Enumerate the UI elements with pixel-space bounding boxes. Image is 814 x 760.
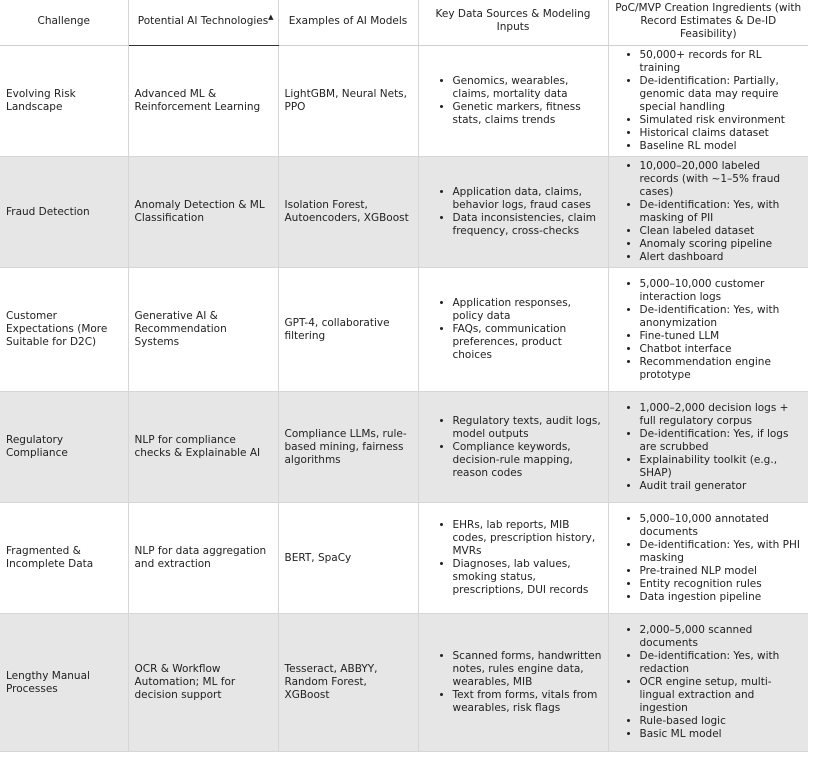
table-row bbox=[0, 503, 808, 614]
challenge-cell bbox=[0, 268, 128, 392]
sources-cell bbox=[418, 392, 608, 503]
models-cell-text: Compliance LLMs, rule-based mining, fairness algorithms bbox=[284, 427, 407, 466]
technologies-cell bbox=[128, 614, 278, 752]
models-cell-text: Isolation Forest, Autoencoders, XGBoost bbox=[284, 199, 409, 224]
list-item: • De-identification: Yes, with masking of PII bbox=[640, 199, 803, 225]
header-ingredients[interactable]: PoC/MVP Creation Ingredients (with Record Estimates & De-ID Feasibility) bbox=[608, 0, 808, 46]
ingredients-cell bbox=[608, 157, 808, 268]
models-cell bbox=[278, 46, 418, 157]
technologies-cell bbox=[128, 46, 278, 157]
list-item: • Rule-based logic bbox=[640, 715, 803, 728]
ingredients-cell-list bbox=[617, 278, 803, 382]
technologies-cell-text: NLP for compliance checks & Explainable AI bbox=[134, 434, 261, 459]
technologies-cell bbox=[128, 392, 278, 503]
ingredients-cell-list bbox=[617, 513, 803, 604]
list-item: • De-identification: Yes, with anonymization bbox=[640, 304, 803, 330]
table-body bbox=[0, 46, 808, 752]
header-models[interactable]: Examples of AI Models bbox=[278, 0, 418, 46]
sources-cell-list bbox=[425, 186, 604, 238]
models-cell-text: BERT, SpaCy bbox=[284, 551, 352, 564]
challenge-cell-text: Customer Expectations (More Suitable for D2C) bbox=[6, 310, 108, 348]
table-row bbox=[0, 392, 808, 503]
list-item: • Compliance keywords, decision-rule mapping, reason codes bbox=[453, 441, 604, 480]
list-item: • Data ingestion pipeline bbox=[640, 591, 803, 604]
technologies-cell bbox=[128, 268, 278, 392]
list-item: • Anomaly scoring pipeline bbox=[640, 238, 803, 251]
list-item: • De-identification: Partially, genomic data may require special handling bbox=[640, 75, 803, 114]
ingredients-cell-list bbox=[617, 402, 803, 493]
models-cell bbox=[278, 157, 418, 268]
list-item: • Fine-tuned LLM bbox=[640, 330, 803, 343]
challenge-cell-text: Fragmented & Incomplete Data bbox=[6, 545, 94, 570]
models-cell-text: GPT-4, collaborative filtering bbox=[284, 316, 390, 342]
list-item: • Clean labeled dataset bbox=[640, 225, 803, 238]
list-item: • Genomics, wearables, claims, mortality data bbox=[453, 75, 604, 101]
technologies-cell bbox=[128, 157, 278, 268]
list-item: • 2,000–5,000 scanned documents bbox=[640, 624, 803, 650]
list-item: • Pre-trained NLP model bbox=[640, 565, 803, 578]
models-cell bbox=[278, 614, 418, 752]
header-challenge[interactable]: Challenge bbox=[0, 0, 128, 46]
models-cell-text: LightGBM, Neural Nets, PPO bbox=[284, 88, 407, 113]
challenge-cell-text: Regulatory Compliance bbox=[6, 434, 68, 459]
sources-cell-list bbox=[425, 415, 604, 480]
sources-cell-list bbox=[425, 650, 604, 715]
ingredients-cell bbox=[608, 268, 808, 392]
list-item: • Recommendation engine prototype bbox=[640, 356, 803, 382]
list-item: • 50,000+ records for RL training bbox=[640, 49, 803, 75]
list-item: • De-identification: Yes, with redaction bbox=[640, 650, 803, 676]
list-item: • Entity recognition rules bbox=[640, 578, 803, 591]
list-item: • Genetic markers, fitness stats, claims trends bbox=[453, 101, 604, 127]
list-item: • Regulatory texts, audit logs, model outputs bbox=[453, 415, 604, 441]
technologies-cell-text: Generative AI & Recommendation Systems bbox=[134, 310, 227, 348]
challenge-cell-text: Lengthy Manual Processes bbox=[6, 669, 90, 695]
list-item: • Data inconsistencies, claim frequency, cross-checks bbox=[453, 212, 604, 238]
models-cell-text: Tesseract, ABBYY, Random Forest, XGBoost bbox=[284, 663, 378, 701]
technologies-cell bbox=[128, 503, 278, 614]
models-cell bbox=[278, 268, 418, 392]
list-item: • 5,000–10,000 customer interaction logs bbox=[640, 278, 803, 304]
list-item: • Simulated risk environment bbox=[640, 114, 803, 127]
table-row bbox=[0, 268, 808, 392]
sources-cell-list bbox=[425, 519, 604, 597]
list-item: • Scanned forms, handwritten notes, rules engine data, wearables, MIB bbox=[453, 650, 604, 689]
challenge-cell bbox=[0, 46, 128, 157]
sources-cell-list bbox=[425, 75, 604, 127]
models-cell bbox=[278, 503, 418, 614]
ingredients-cell bbox=[608, 46, 808, 157]
ingredients-cell-list bbox=[617, 49, 803, 153]
table-header bbox=[0, 0, 808, 46]
sources-cell bbox=[418, 268, 608, 392]
list-item: • EHRs, lab reports, MIB codes, prescription history, MVRs bbox=[453, 519, 604, 558]
challenge-cell bbox=[0, 503, 128, 614]
sources-cell bbox=[418, 503, 608, 614]
challenge-cell-text: Fraud Detection bbox=[6, 205, 90, 218]
ingredients-cell-list bbox=[617, 624, 803, 741]
list-item: • De-identification: Yes, if logs are scrubbed bbox=[640, 428, 803, 454]
table-row bbox=[0, 46, 808, 157]
table-row bbox=[0, 157, 808, 268]
header-row bbox=[0, 0, 808, 46]
list-item: • Baseline RL model bbox=[640, 140, 803, 153]
header-data-sources[interactable]: Key Data Sources & Modeling Inputs bbox=[418, 0, 608, 46]
table-row bbox=[0, 614, 808, 752]
list-item: • OCR engine setup, multi-lingual extraction and ingestion bbox=[640, 676, 803, 715]
challenge-cell bbox=[0, 392, 128, 503]
list-item: • 1,000–2,000 decision logs + full regulatory corpus bbox=[640, 402, 803, 428]
list-item: • FAQs, communication preferences, product choices bbox=[453, 323, 604, 362]
challenge-cell bbox=[0, 614, 128, 752]
list-item: • 10,000–20,000 labeled records (with ~1–5% fraud cases) bbox=[640, 160, 803, 199]
ingredients-cell-list bbox=[617, 160, 803, 264]
sources-cell bbox=[418, 157, 608, 268]
list-item: • Basic ML model bbox=[640, 728, 803, 741]
list-item: • Diagnoses, lab values, smoking status, prescriptions, DUI records bbox=[453, 558, 604, 597]
technologies-cell-text: Anomaly Detection & ML Classification bbox=[134, 199, 265, 224]
list-item: • Text from forms, vitals from wearables, risk flags bbox=[453, 689, 604, 715]
challenge-cell-text: Evolving Risk Landscape bbox=[6, 88, 76, 113]
models-cell bbox=[278, 392, 418, 503]
list-item: • Chatbot interface bbox=[640, 343, 803, 356]
list-item: • De-identification: Yes, with PHI masking bbox=[640, 539, 803, 565]
list-item: • Explainability toolkit (e.g., SHAP) bbox=[640, 454, 803, 480]
list-item: • Alert dashboard bbox=[640, 251, 803, 264]
technologies-cell-text: OCR & Workflow Automation; ML for decision support bbox=[134, 663, 236, 701]
sources-cell bbox=[418, 46, 608, 157]
sources-cell-list bbox=[425, 297, 604, 362]
list-item: • Application data, claims, behavior logs, fraud cases bbox=[453, 186, 604, 212]
technologies-cell-text: Advanced ML & Reinforcement Learning bbox=[134, 88, 261, 113]
header-technologies[interactable]: Potential AI Technologies ▲ bbox=[128, 0, 278, 46]
list-item: • 5,000–10,000 annotated documents bbox=[640, 513, 803, 539]
ingredients-cell bbox=[608, 392, 808, 503]
list-item: • Application responses, policy data bbox=[453, 297, 604, 323]
ingredients-cell bbox=[608, 503, 808, 614]
sources-cell bbox=[418, 614, 608, 752]
list-item: • Audit trail generator bbox=[640, 480, 803, 493]
sort-ascending-icon[interactable]: ▲ bbox=[268, 13, 274, 21]
challenge-cell bbox=[0, 157, 128, 268]
technologies-cell-text: NLP for data aggregation and extraction bbox=[134, 545, 267, 570]
ingredients-cell bbox=[608, 614, 808, 752]
list-item: • Historical claims dataset bbox=[640, 127, 803, 140]
